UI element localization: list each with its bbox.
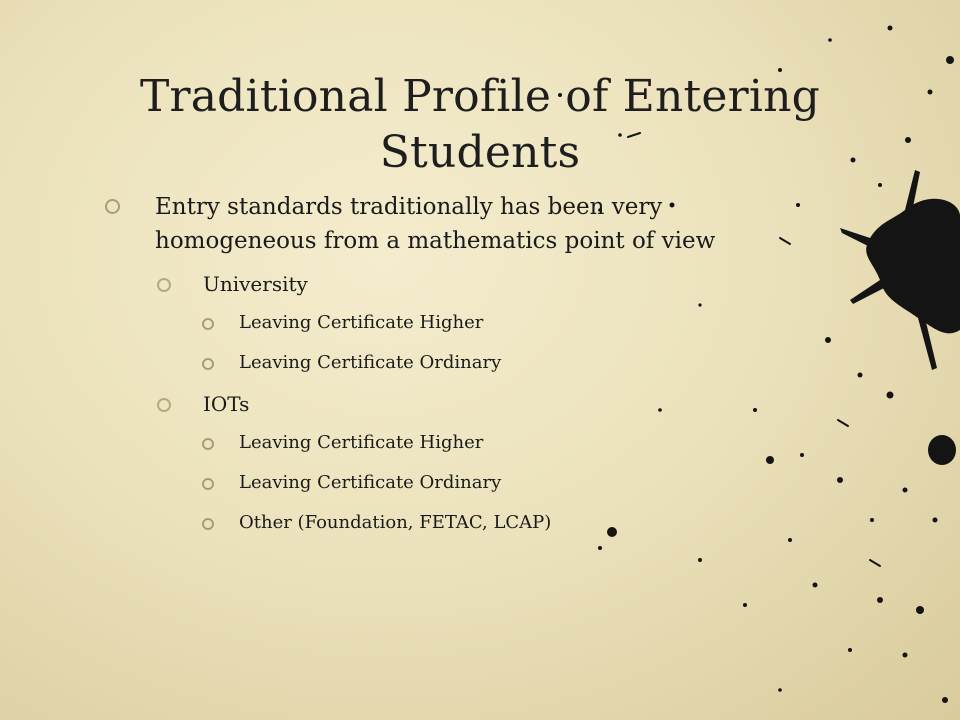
hollow-circle-bullet-icon	[105, 199, 120, 214]
bullet-list	[105, 190, 785, 550]
list-item	[105, 470, 785, 496]
hollow-circle-bullet-icon	[202, 438, 214, 450]
hollow-circle-bullet-icon	[202, 318, 214, 330]
list-item	[105, 430, 785, 456]
bullet-text: University	[203, 272, 308, 296]
list-item	[105, 270, 785, 298]
bullet-text: Leaving Certificate Higher	[239, 432, 484, 453]
bullet-text: Leaving Certificate Higher	[239, 312, 484, 333]
bullet-text: Leaving Certificate Ordinary	[239, 352, 502, 373]
bullet-text: Other (Foundation, FETAC, LCAP)	[239, 512, 552, 533]
bullet-text: Entry standards traditionally has been very homogeneous from a mathematics point of view	[155, 194, 716, 254]
list-item	[105, 510, 785, 536]
list-item	[105, 390, 785, 418]
list-item	[105, 350, 785, 376]
hollow-circle-bullet-icon	[157, 278, 171, 292]
hollow-circle-bullet-icon	[202, 478, 214, 490]
slide-title: Traditional Profile of Entering Students	[139, 71, 821, 179]
list-item	[105, 310, 785, 336]
hollow-circle-bullet-icon	[157, 398, 171, 412]
hollow-circle-bullet-icon	[202, 358, 214, 370]
bullet-text: IOTs	[203, 392, 250, 416]
hollow-circle-bullet-icon	[202, 518, 214, 530]
list-item	[105, 190, 785, 258]
bullet-text: Leaving Certificate Ordinary	[239, 472, 502, 493]
